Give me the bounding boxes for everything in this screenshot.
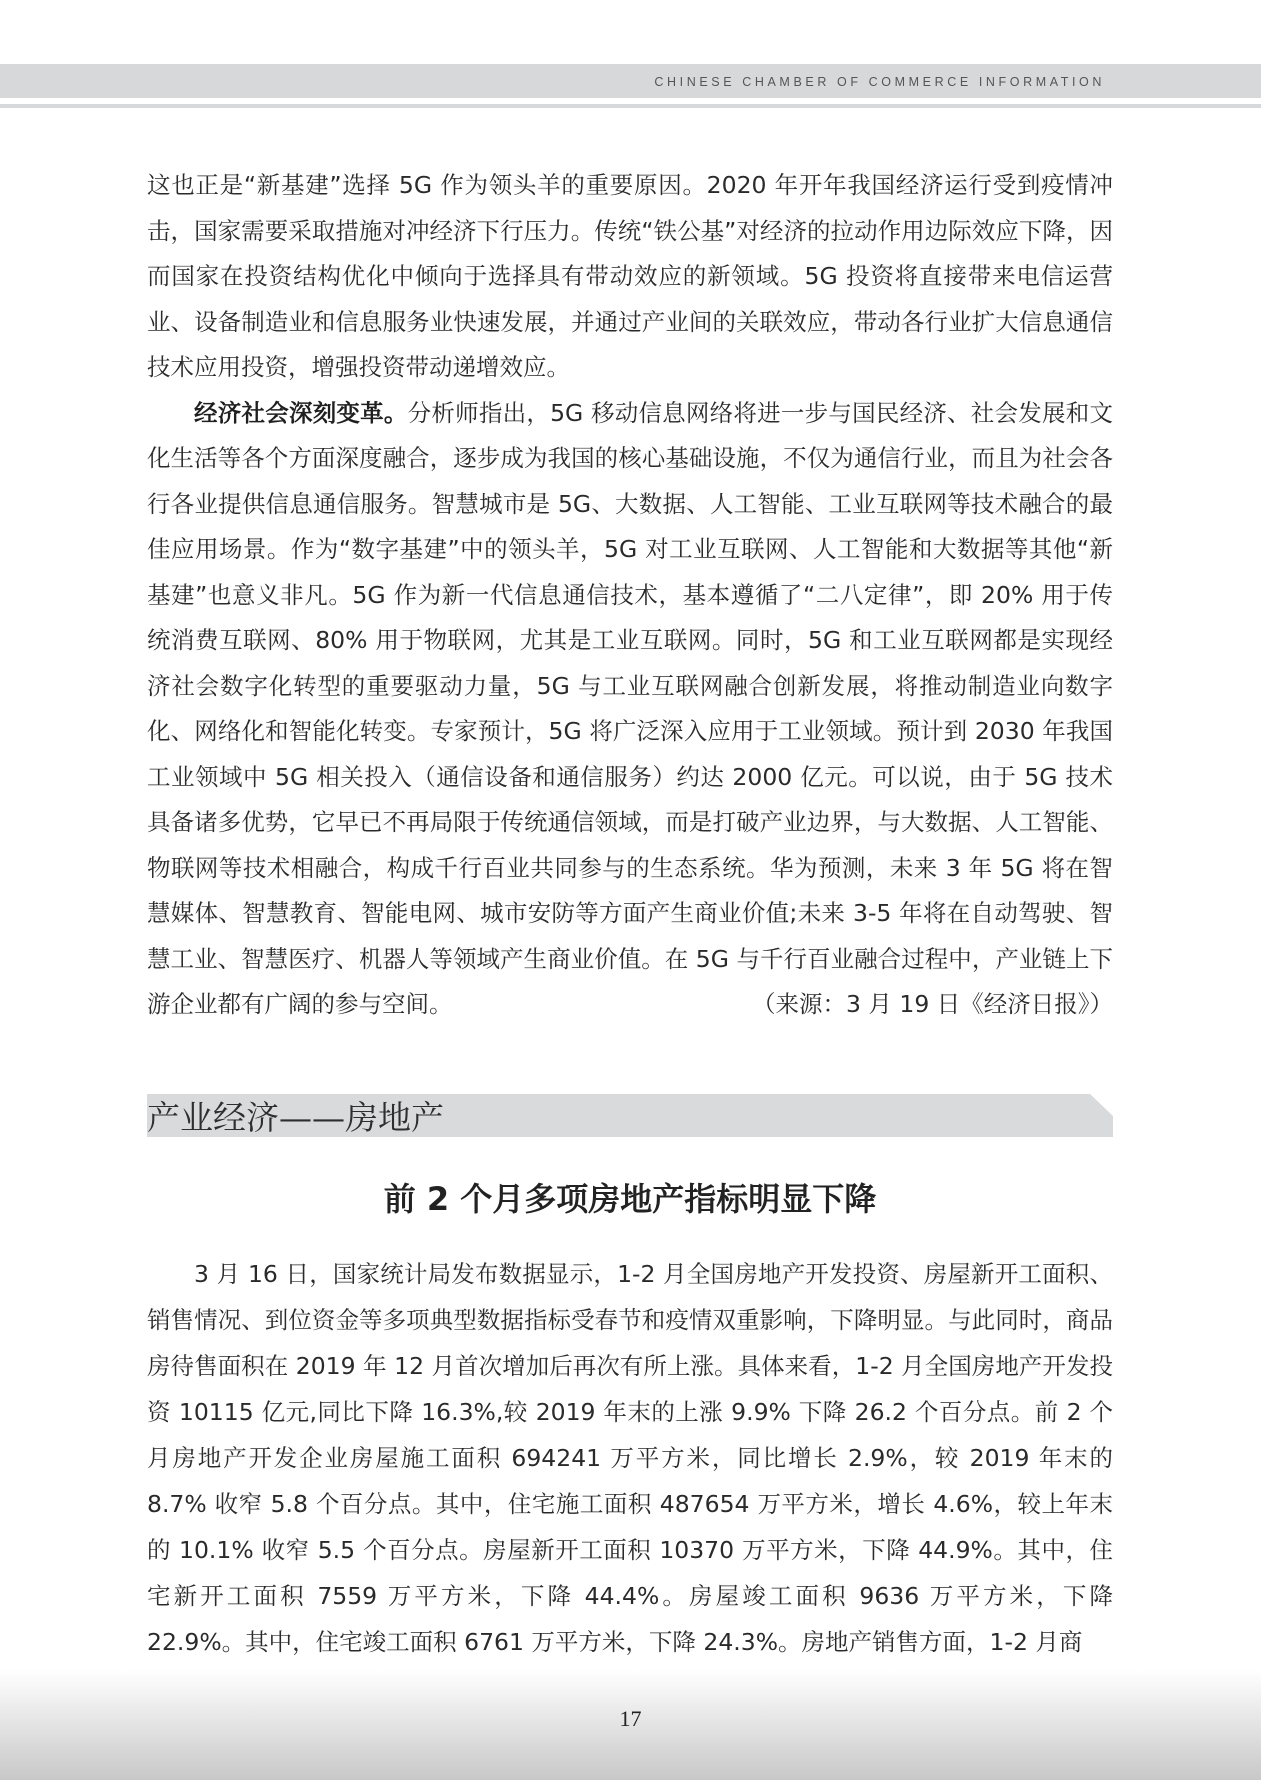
paragraph-2-body: 分析师指出，5G 移动信息网络将进一步与国民经济、社会发展和文化生活等各个方面深度融合，逐步成为我国的核心基础设施，不仅为通信行业，而且为社会各行各业提供信息通信服务。智慧城市是 5G、大数据、人工智能、工业互联网等技术融合的最佳应用场景。作为“数字基建”中的领头羊，5G 对工业互联网、人工智能和大数据等其他“新基建”也意义非凡。5G 作为新一代信息通信技术，基本遵循了“二八定律”，即 20% 用于传统消费互联网、80% 用于物联网，尤其是工业互联网。同时，5G 和工业互联网都是实现经济社会数字化转型的重要驱动力量，5G 与工业互联网融合创新发展，将推动制造业向数字化、网络化和智能化转变。专家预计，5G 将广泛深入应用于工业领域。预计到 2030 年我国工业领域中 5G 相关投入（通信设备和通信服务）约达 2000 亿元。可以说，由于 5G 技术具备诸多优势，它早已不再局限于传统通信领域，而是打破产业边界，与大数据、人工智能、物联网等技术相融合，构成千行百业共同参与的生态系统。华为预测，未来 3 年 5G 将在智慧媒体、智慧教育、智能电网、城市安防等方面产生商业价值;未来 3-5 年将在自动驾驶、智慧工业、智慧医疗、机器人等领域产生商业价值。在 5G 与千行百业融合过程中，产业链上下游企业都有广阔的参与空间。: [147, 398, 1113, 1018]
paragraph-2-heading: 经济社会深刻变革。: [194, 398, 408, 427]
paragraph-3: 3 月 16 日，国家统计局发布数据显示，1-2 月全国房地产开发投资、房屋新开工面积、销售情况、到位资金等多项典型数据指标受春节和疫情双重影响，下降明显。与此同时，商品房待售面积在 2019 年 12 月首次增加后再次有所上涨。具体来看，1-2 月全国房地产开发投资 10115 亿元,同比下降 16.3%,较 2019 年末的上涨 9.9% 下降 26.2 个百分点。前 2 个月房地产开发企业房屋施工面积 694241 万平方米，同比增长 2.9%，较 2019 年末的 8.7% 收窄 5.8 个百分点。其中，住宅施工面积 487654 万平方米，增长 4.6%，较上年末的 10.1% 收窄 5.5 个百分点。房屋新开工面积 10370 万平方米，下降 44.9%。其中，住宅新开工面积 7559 万平方米，下降 44.4%。房屋竣工面积 9636 万平方米，下降 22.9%。其中，住宅竣工面积 6761 万平方米，下降 24.3%。房地产销售方面，1-2 月商: [147, 1260, 1113, 1656]
page-number: 17: [619, 1706, 642, 1731]
section-header: [147, 1094, 1113, 1137]
paragraph-2: [147, 391, 1113, 1028]
section-title: 产业经济——房地产: [147, 1098, 444, 1137]
article-title: 前 2 个月多项房地产指标明显下降: [383, 1180, 877, 1218]
publication-name: CHINESE CHAMBER OF COMMERCE INFORMATION: [654, 75, 1105, 89]
header-rule: [0, 104, 1261, 108]
paragraph-1: 这也正是“新基建”选择 5G 作为领头羊的重要原因。2020 年开年我国经济运行受到疫情冲击，国家需要采取措施对冲经济下行压力。传统“铁公基”对经济的拉动作用边际效应下降，因而国家在投资结构优化中倾向于选择具有带动效应的新领域。5G 投资将直接带来电信运营业、设备制造业和信息服务业快速发展，并通过产业间的关联效应，带动各行业扩大信息通信技术应用投资，增强投资带动递增效应。: [147, 171, 1113, 381]
article-real-estate-body: [147, 1251, 1113, 1665]
article-5g-body: [147, 163, 1113, 1028]
source-citation: （来源：3 月 19 日《经济日报》）: [751, 990, 1113, 1018]
